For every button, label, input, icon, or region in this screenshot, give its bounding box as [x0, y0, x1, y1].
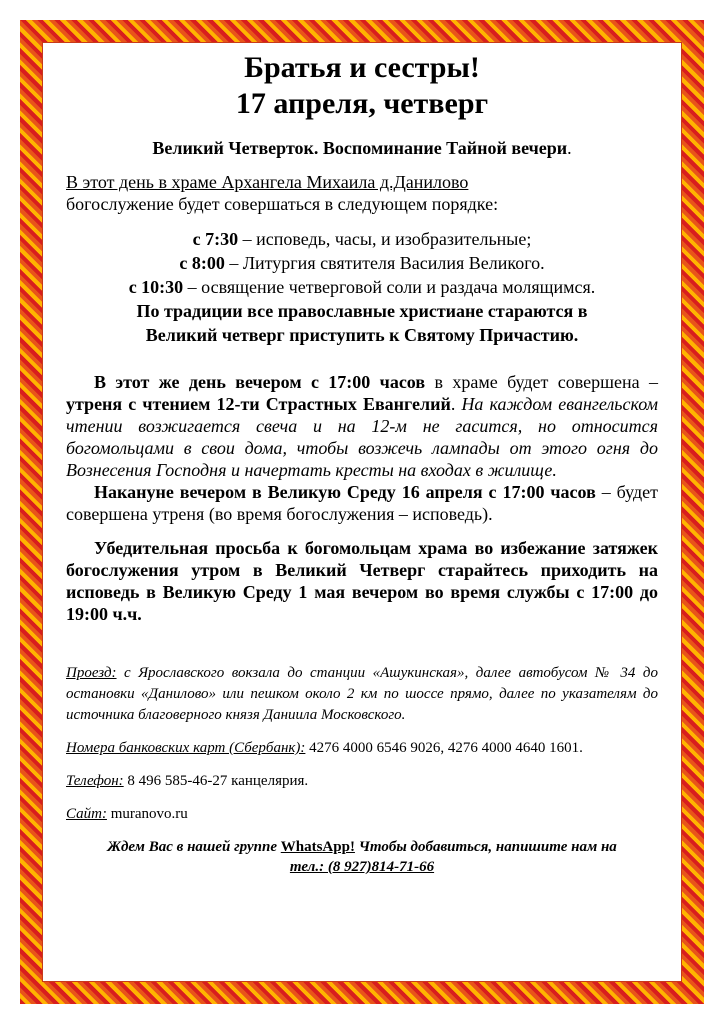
site-info: [66, 804, 658, 825]
page-title: [66, 50, 658, 122]
wednesday-paragraph: [66, 481, 658, 525]
route-info: [66, 663, 658, 726]
schedule-item: [66, 227, 658, 251]
title-line-2: 17 апреля, четверг: [235, 87, 489, 120]
subtitle-text: Великий Четверток. Воспоминание Тайной вечери: [152, 138, 568, 158]
title-line-1: Братья и сестры!: [244, 51, 480, 84]
whatsapp-part-2: Чтобы добавиться, напишите нам на: [354, 839, 617, 855]
route-text: с Ярославского вокзала до станции «Ашукинская», далее автобусом № 34 до остановки «Данилово» или пешком около 2 км по шоссе прямо, далее по указателям до источника благоверного князя Даниила Московского.: [66, 665, 658, 723]
schedule-text: – исповедь, часы, и изобразительные;: [238, 229, 532, 249]
request-paragraph: [66, 537, 658, 625]
intro-paragraph: [66, 171, 658, 215]
whatsapp-phone: тел.: (8 927)814-71-66: [289, 859, 435, 875]
evening-paragraph: [66, 371, 658, 481]
tradition-line-2: Великий четверг приступить к Святому Причастию.: [145, 325, 579, 345]
notice-content: [66, 50, 658, 877]
cards-text: 4276 4000 6546 9026, 4276 4000 4640 1601.: [305, 740, 583, 756]
tradition-line-1: По традиции все православные христиане стараются в: [136, 301, 588, 321]
schedule-item: [66, 275, 658, 299]
wednesday-text: – будет совершена утреня (во время богослужения – исповедь).: [66, 482, 659, 524]
whatsapp-name: WhatsApp!: [280, 839, 355, 855]
schedule-time: с 8:00: [179, 253, 225, 273]
schedule-text: – Литургия святителя Василия Великого.: [224, 253, 545, 273]
intro-line-2: богослужение будет совершаться в следующем порядке:: [66, 194, 499, 214]
schedule-list: [66, 227, 658, 347]
phone-text: 8 496 585-46-27 канцелярия.: [123, 773, 309, 789]
route-label: Проезд:: [66, 665, 117, 681]
evening-text-1: в храме будет совершена –: [425, 372, 658, 392]
schedule-item: [66, 251, 658, 275]
schedule-time: с 7:30: [192, 229, 239, 249]
whatsapp-part-1: Ждем Вас в нашей группе: [107, 839, 281, 855]
evening-italic-note: На каждом евангельском чтении возжигается свеча и на 12-м не гасится, но относится богомольцами в свои дома, чтобы возжечь лампады от этого огня до Вознесения Господня и начертать кресты на входах в жилище.: [66, 394, 659, 480]
evening-text-2: .: [450, 394, 456, 414]
cards-label: Номера банковских карт (Сбербанк):: [66, 740, 306, 756]
phone-label: Телефон:: [66, 773, 124, 789]
site-label: Сайт:: [66, 806, 107, 822]
subtitle-period: .: [567, 138, 572, 158]
site-text: muranovo.ru: [106, 806, 188, 822]
footer-info: [66, 663, 658, 877]
whatsapp-info: [66, 837, 658, 877]
request-text: Убедительная просьба к богомольцам храма во избежание затяжек богослужения утром в Великий Четверг старайтесь приходить на исповедь в Великую Среду 1 мая вечером во время службы с 17:00 до 19:00 ч.ч.: [66, 538, 658, 624]
intro-line-1: В этот день в храме Архангела Михаила д.Данилово: [66, 172, 469, 192]
evening-lead: В этот же день вечером с 17:00 часов: [94, 372, 426, 392]
phone-info: [66, 771, 658, 792]
schedule-text: – освящение четверговой соли и раздача молящимся.: [183, 277, 596, 297]
cards-info: [66, 738, 658, 759]
schedule-time: с 10:30: [128, 277, 184, 297]
subtitle: [66, 138, 658, 159]
evening-service: утреня с чтением 12-ти Страстных Евангелий: [66, 394, 451, 414]
wednesday-lead: Накануне вечером в Великую Среду 16 апреля с 17:00 часов: [94, 482, 596, 502]
